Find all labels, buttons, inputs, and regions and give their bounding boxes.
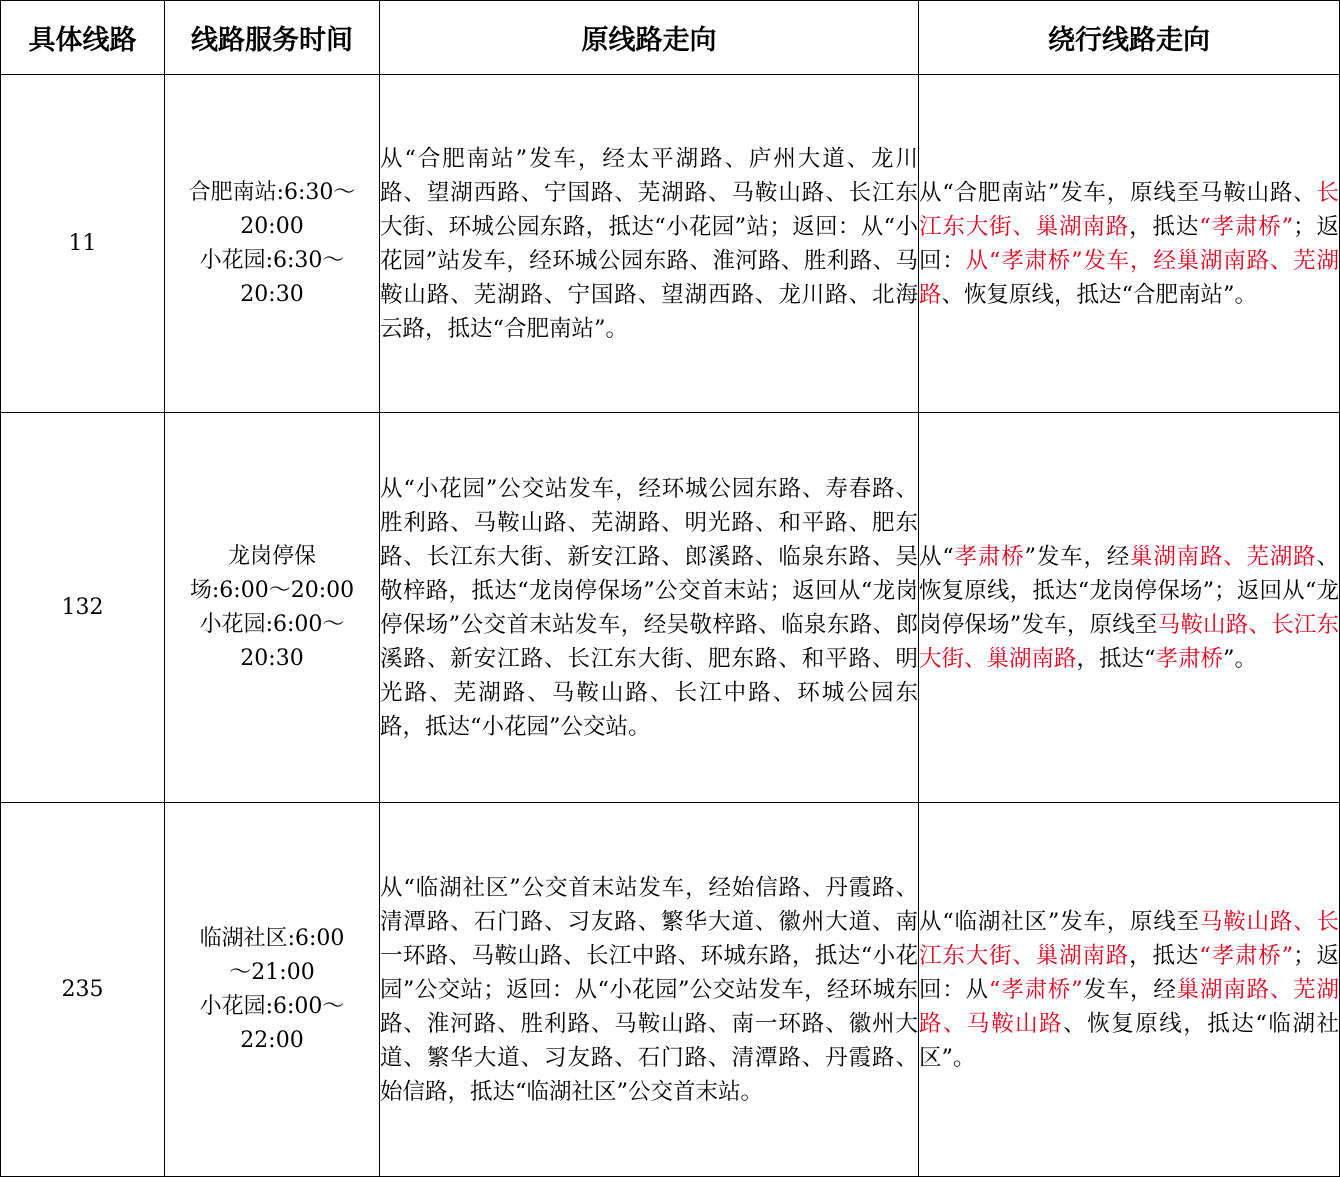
table-row xyxy=(1,803,1340,1177)
original-route: 从“合肥南站”发车，经太平湖路、庐州大道、龙川路、望湖西路、宁国路、芜湖路、马鞍山路、长江东大街、环城公园东路，抵达“小花园”站；返回：从“小花园”站发车，经环城公园东路、淮河路、胜利路、马鞍山路、芜湖路、宁国路、望湖西路、龙川路、北海云路，抵达“合肥南站”。 xyxy=(380,75,919,413)
hours-line: 小花园:6:00～ xyxy=(199,611,345,637)
hours-line: 合肥南站:6:30～ xyxy=(188,179,356,205)
service-hours xyxy=(165,413,380,803)
detour-text: ”发车，经 xyxy=(1024,543,1131,570)
header-detour: 绕行线路走向 xyxy=(919,1,1340,75)
detour-highlight: 巢湖南路、芜湖路、马鞍山路 xyxy=(919,976,1339,1037)
hours-line: 22:00 xyxy=(240,1027,304,1053)
detour-highlight: 巢湖南路、芜湖路 xyxy=(1130,543,1317,570)
detour-highlight: “孝肃桥” xyxy=(1199,942,1294,969)
hours-line: 龙岗停保 xyxy=(227,543,316,569)
hours-line: 临湖社区:6:00 xyxy=(199,925,345,951)
detour-text: 、恢复原线，抵达“合肥南站”。 xyxy=(941,281,1258,308)
original-route: 从“临湖社区”公交首末站发车，经始信路、丹霞路、清潭路、石门路、习友路、繁华大道、徽州大道、南一环路、马鞍山路、长江中路、环城东路，抵达“小花园”公交站；返回：从“小花园”公交站发车，经环城东路、淮河路、胜利路、马鞍山路、南一环路、徽州大道、繁华大道、习友路、石门路、清潭路、丹霞路、始信路，抵达“临湖社区”公交首末站。 xyxy=(380,803,919,1177)
detour-highlight: 马鞍山路、长江东大街、巢湖南路 xyxy=(919,611,1339,672)
header-route: 具体线路 xyxy=(1,1,165,75)
hours-line: 小花园:6:30～ xyxy=(199,247,345,273)
header-original: 原线路走向 xyxy=(380,1,919,75)
route-number: 235 xyxy=(1,803,165,1177)
detour-highlight: 长江东大街、巢湖南路 xyxy=(919,179,1339,240)
hours-line: ～21:00 xyxy=(229,959,315,985)
table-row xyxy=(1,413,1340,803)
detour-text: 从“合肥南站”发车，原线至马鞍山路、 xyxy=(919,179,1317,206)
hours-line: 20:30 xyxy=(240,281,304,307)
detour-text: 发车，经 xyxy=(1082,976,1177,1003)
detour-route xyxy=(919,75,1340,413)
detour-highlight: 马鞍山路、长江东大街、巢湖南路 xyxy=(919,908,1339,969)
detour-text: ；返回：从 xyxy=(919,942,1339,1003)
hours-line: 20:00 xyxy=(240,213,304,239)
detour-route xyxy=(919,803,1340,1177)
detour-highlight: 从“孝肃桥”发车，经巢湖南路、芜湖路 xyxy=(919,247,1339,308)
table-row xyxy=(1,75,1340,413)
detour-route xyxy=(919,413,1340,803)
hours-line: 20:30 xyxy=(240,645,304,671)
service-hours xyxy=(165,803,380,1177)
detour-text: ；返回： xyxy=(919,213,1339,274)
detour-highlight: “孝肃桥” xyxy=(988,976,1083,1003)
detour-highlight: 孝肃桥 xyxy=(1155,645,1224,672)
original-route: 从“小花园”公交站发车，经环城公园东路、寿春路、胜利路、马鞍山路、芜湖路、明光路、和平路、肥东路、长江东大街、新安江路、郎溪路、临泉东路、吴敬梓路，抵达“龙岗停保场”公交首末站；返回从“龙岗停保场”公交首末站发车，经吴敬梓路、临泉东路、郎溪路、新安江路、长江东大街、肥东路、和平路、明光路、芜湖路、马鞍山路、长江中路、环城公园东路，抵达“小花园”公交站。 xyxy=(380,413,919,803)
detour-text: 从“ xyxy=(919,543,954,570)
detour-text: 、恢复原线，抵达“龙岗停保场”；返回从“龙岗停保场”发车，原线至 xyxy=(919,543,1339,638)
header-row xyxy=(1,1,1340,75)
detour-text: ，抵达 xyxy=(1129,942,1200,969)
route-number: 11 xyxy=(1,75,165,413)
detour-text: ，抵达“ xyxy=(1076,645,1156,672)
hours-line: 场:6:00～20:00 xyxy=(189,577,355,603)
detour-text: 从“临湖社区”发车，原线至 xyxy=(919,908,1200,935)
header-hours: 线路服务时间 xyxy=(165,1,380,75)
detour-highlight: “孝肃桥” xyxy=(1199,213,1294,240)
detour-text: ”。 xyxy=(1223,645,1258,672)
route-number: 132 xyxy=(1,413,165,803)
service-hours xyxy=(165,75,380,413)
hours-line: 小花园:6:00～ xyxy=(199,993,345,1019)
detour-text: 、恢复原线，抵达“临湖社区”。 xyxy=(919,1010,1339,1071)
detour-highlight: 孝肃桥 xyxy=(953,543,1025,570)
detour-text: ，抵达 xyxy=(1129,213,1200,240)
